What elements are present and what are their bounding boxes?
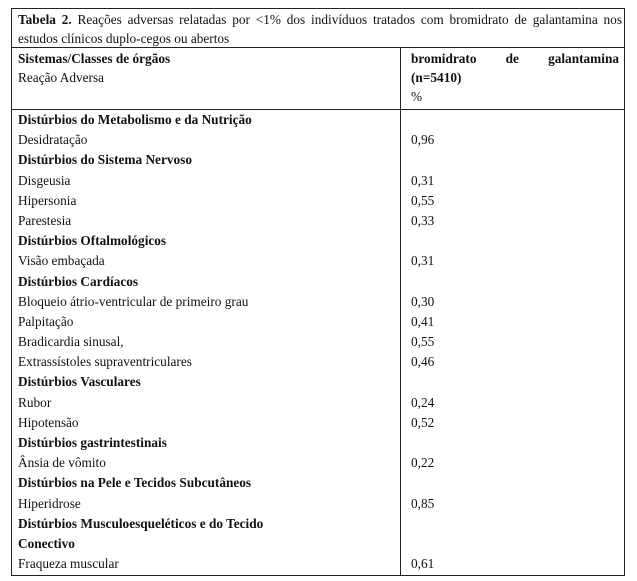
reaction-name: Bradicardia sinusal,	[18, 334, 124, 350]
reaction-percent: 0,55	[411, 334, 435, 350]
category-row	[0, 433, 637, 453]
header-left-cell	[18, 49, 396, 87]
reaction-name: Extrassístoles supraventriculares	[18, 354, 192, 370]
table-row	[0, 292, 637, 312]
category-name: Distúrbios gastrintestinais	[18, 435, 167, 450]
category-row	[0, 514, 637, 534]
reaction-percent: 0,41	[411, 313, 435, 329]
category-row	[0, 473, 637, 493]
header-percent-label: %	[411, 89, 423, 104]
table-row	[0, 191, 637, 211]
category-name: Distúrbios Oftalmológicos	[18, 233, 167, 249]
category-row	[0, 231, 637, 251]
table-body	[0, 110, 637, 574]
table-row	[0, 352, 637, 372]
reaction-percent: 0,33	[411, 212, 435, 228]
category-row	[0, 372, 637, 392]
table-row	[0, 494, 637, 514]
reaction-name: Hipersonia	[18, 192, 77, 208]
reaction-name: Rubor	[18, 394, 52, 410]
table-row	[0, 453, 637, 473]
table-row	[0, 413, 637, 433]
table-row	[0, 332, 637, 352]
reaction-percent: 0,85	[411, 495, 435, 511]
reaction-percent: 0,31	[411, 172, 435, 188]
reaction-percent: 0,61	[411, 556, 435, 572]
reaction-name: Desidratação	[18, 132, 88, 148]
reaction-percent: 0,52	[411, 414, 435, 430]
reaction-name: Ânsia de vômito	[18, 455, 106, 471]
table-row	[0, 393, 637, 413]
category-name: Distúrbios na Pele e Tecidos Subcutâneos	[18, 475, 252, 491]
reaction-name: Palpitação	[18, 313, 74, 329]
category-name: Distúrbios Musculoesqueléticos e do Tecido	[18, 515, 264, 531]
header-top-rule	[11, 47, 625, 48]
table-row	[0, 251, 637, 271]
header-right-cell	[411, 49, 619, 106]
reaction-percent: 0,96	[411, 132, 435, 148]
header-reaction-label: Reação Adversa	[18, 70, 105, 85]
category-row	[0, 272, 637, 292]
table-row	[0, 171, 637, 191]
reaction-percent: 0,30	[411, 293, 435, 309]
header-n-label: (n=5410)	[411, 70, 462, 85]
category-name: Distúrbios Cardíacos	[18, 273, 139, 289]
caption-text-line2: galantamina nos estudos clínicos duplo-cegos ou abertos	[18, 12, 622, 46]
table-row	[0, 554, 637, 574]
category-row	[0, 110, 637, 130]
reaction-percent: 0,31	[411, 253, 435, 269]
header-drug-label: bromidrato de galantamina	[411, 51, 619, 66]
table-row	[0, 130, 637, 150]
table-caption	[18, 10, 622, 48]
reaction-percent: 0,46	[411, 354, 435, 370]
reaction-name: Hiperidrose	[18, 495, 81, 511]
reaction-percent: 0,55	[411, 192, 435, 208]
category-name: Distúrbios do Sistema Nervoso	[18, 152, 192, 168]
reaction-name: Disgeusia	[18, 172, 71, 188]
header-systems-label: Sistemas/Classes de órgãos	[18, 51, 171, 66]
category-name: Distúrbios Vasculares	[18, 374, 141, 390]
reaction-name: Fraqueza muscular	[18, 556, 119, 572]
table-row	[0, 312, 637, 332]
category-row	[0, 150, 637, 170]
table-row	[0, 211, 637, 231]
reaction-name: Hipotensão	[18, 414, 79, 430]
caption-text-line1: Reações adversas relatadas por <1% dos indivíduos tratados com bromidrato de	[77, 12, 527, 27]
reaction-percent: 0,24	[411, 394, 435, 410]
reaction-percent: 0,22	[411, 455, 435, 471]
category-name: Conectivo	[18, 535, 75, 551]
reaction-name: Visão embaçada	[18, 253, 105, 269]
category-name: Distúrbios do Metabolismo e da Nutrição	[18, 112, 252, 127]
category-row	[0, 534, 637, 554]
reaction-name: Parestesia	[18, 212, 72, 228]
reaction-name: Bloqueio átrio-ventricular de primeiro grau	[18, 293, 249, 309]
caption-label: Tabela 2.	[18, 12, 72, 27]
